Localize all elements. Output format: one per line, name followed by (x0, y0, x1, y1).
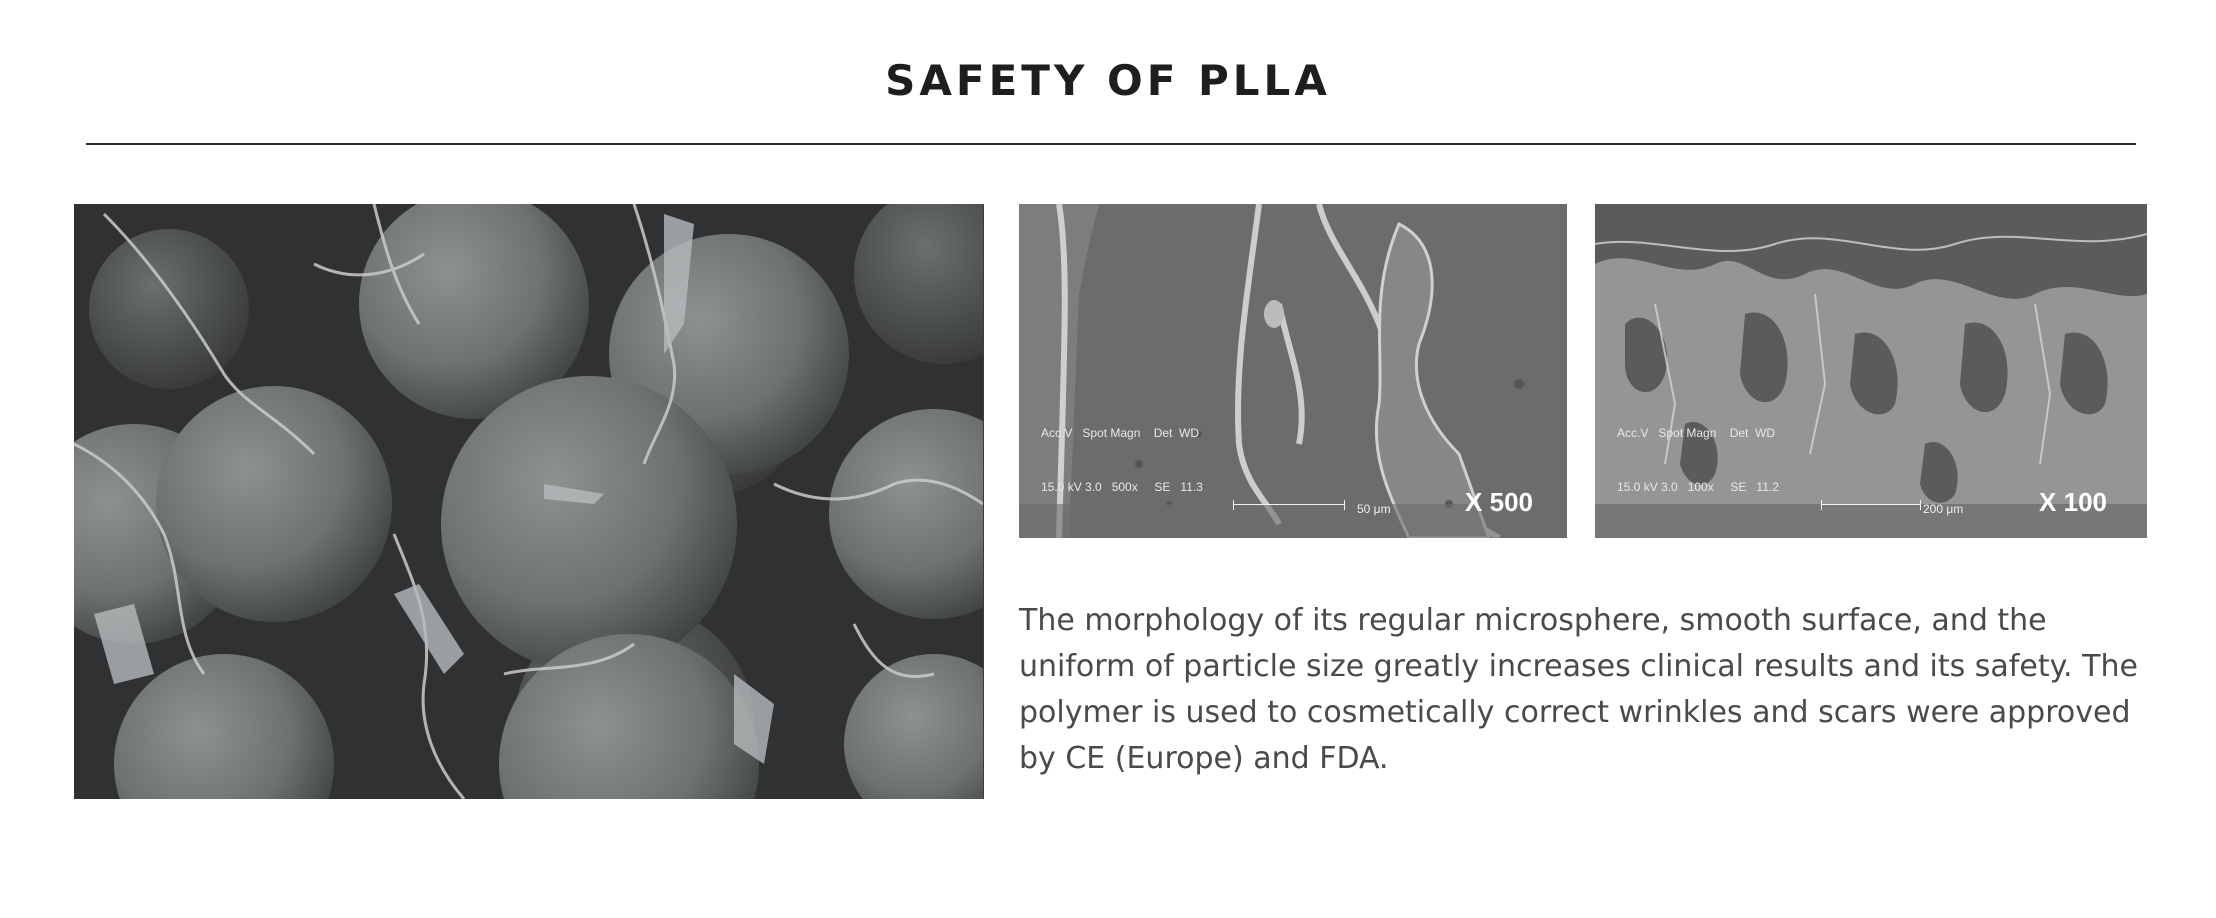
sem-100x-scale-bar (1821, 500, 1921, 510)
title-divider (86, 143, 2136, 145)
sem-image-100x (1595, 204, 2147, 538)
sem-500x-meta-header: Acc.V Spot Magn Det WD (1041, 426, 1200, 440)
plla-description: The morphology of its regular microsphere, smooth surface, and the uniform of particle size greatly increases clinical results and its safety. The polymer is used to cosmetically correct wrinkles and scars were approved by CE (Europe) and FDA. (1019, 603, 2138, 776)
sem-100x-scale-label: 200 μm (1923, 502, 1964, 516)
sem-100x-metadata (1617, 388, 1779, 532)
sem-500x-metadata (1041, 388, 1203, 532)
sem-500x-magnification: X 500 (1465, 487, 1533, 517)
sem-100x-meta-header: Acc.V Spot Magn Det WD (1617, 426, 1776, 440)
sem-500x-scale-label: 50 μm (1357, 502, 1391, 516)
plla-microsphere-image (74, 204, 984, 799)
microsphere-illustration (74, 204, 983, 799)
sem-100x-meta-values: 15.0 kV 3.0 100x SE 11.2 (1617, 480, 1779, 494)
sem-image-500x (1019, 204, 1567, 538)
page-title: SAFETY OF PLLA (885, 56, 1331, 105)
sem-100x-magnification: X 100 (2039, 487, 2107, 517)
sem-500x-meta-values: 15.0 kV 3.0 500x SE 11.3 (1041, 480, 1203, 494)
sem-500x-scale-bar (1233, 500, 1345, 510)
